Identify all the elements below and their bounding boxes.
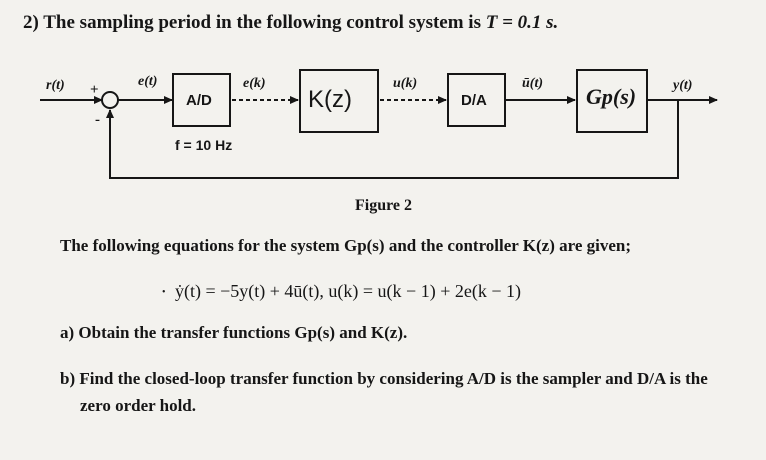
minus-sign: - [95, 112, 100, 128]
label-uk: u(k) [393, 76, 418, 91]
plant-label: Gp(s) [586, 84, 637, 109]
bullet-dot: • [162, 287, 166, 298]
label-et: e(t) [138, 74, 158, 89]
label-ubar: ū(t) [522, 76, 543, 91]
part-b-line2: zero order hold. [80, 396, 196, 415]
block-diagram [0, 0, 766, 200]
da-label: D/A [461, 92, 487, 109]
label-y: y(t) [673, 78, 693, 93]
controller-label: K(z) [308, 86, 352, 113]
ad-label: A/D [186, 92, 212, 109]
given-statement: The following equations for the system Gp(s) and the controller K(z) are given; [60, 236, 632, 255]
plus-sign: + [90, 82, 99, 98]
frequency-label: f = 10 Hz [175, 137, 233, 153]
part-a: a) Obtain the transfer functions Gp(s) and K(z). [60, 323, 408, 342]
system-equations: ẏ(t) = −5y(t) + 4ū(t), u(k) = u(k − 1) + 2e(k − 1) [175, 281, 521, 301]
label-ek: e(k) [243, 76, 266, 91]
label-r: r(t) [46, 78, 65, 93]
feedback-arrowhead [106, 109, 114, 118]
question-number: 2) [23, 12, 39, 33]
summing-junction [102, 92, 118, 108]
sampling-period: T = 0.1 s. [485, 12, 559, 33]
figure-caption: Figure 2 [355, 197, 413, 214]
part-b-line1: b) Find the closed-loop transfer function by considering A/D is the sampler and D/A is the [60, 369, 708, 388]
question-text: The sampling period in the following control system is [43, 12, 481, 33]
